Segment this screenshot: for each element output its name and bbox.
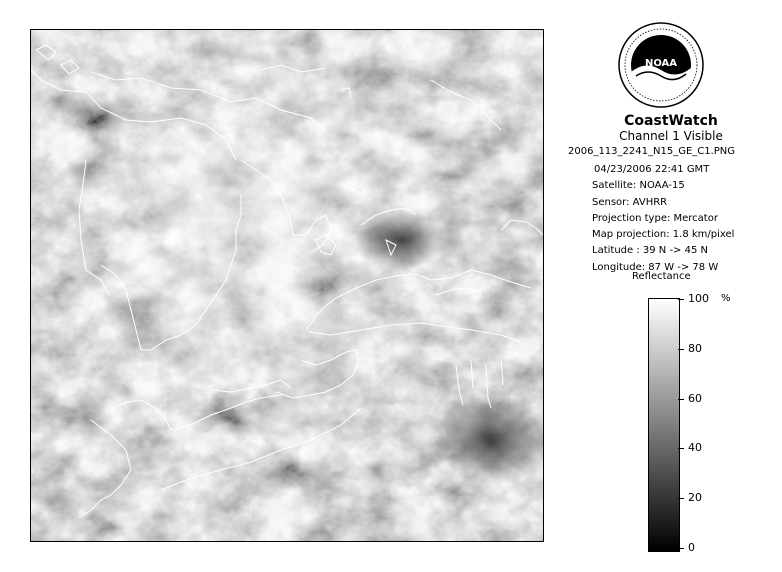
logo-text: NOAA <box>644 58 678 69</box>
projection-type: Projection type: Mercator <box>592 212 718 224</box>
metadata-block <box>592 162 782 276</box>
satellite-image <box>31 30 543 541</box>
colorbar-tick-mark <box>678 399 684 400</box>
colorbar-tick-label: 0 <box>688 541 695 554</box>
channel-subtitle: Channel 1 Visible <box>619 129 723 143</box>
datetime: 04/23/2006 22:41 GMT <box>594 164 710 175</box>
map-projection: Map projection: 1.8 km/pixel <box>592 229 735 241</box>
colorbar-label: Reflectance <box>632 271 691 282</box>
latitude-range: Latitude : 39 N -> 45 N <box>592 245 708 257</box>
colorbar-tick-label: 20 <box>688 491 702 505</box>
colorbar-tick-label: 40 <box>688 441 702 455</box>
colorbar <box>648 298 680 552</box>
colorbar-tick-mark <box>678 548 684 549</box>
colorbar-tick-label: 100 <box>688 292 709 305</box>
colorbar-unit: % <box>721 293 731 304</box>
satellite: Satellite: NOAA-15 <box>592 180 685 192</box>
colorbar-tick-mark <box>678 299 684 300</box>
noaa-logo-icon <box>618 22 704 108</box>
colorbar-tick-mark <box>678 448 684 449</box>
colorbar-tick-mark <box>678 498 684 499</box>
colorbar-tick-label: 60 <box>688 391 702 405</box>
satellite-map <box>30 29 544 542</box>
info-panel <box>560 0 782 572</box>
sensor: Sensor: AVHRR <box>592 196 668 208</box>
longitude-range: Longitude: 87 W -> 78 W <box>592 261 719 273</box>
brand-title: CoastWatch <box>624 113 718 129</box>
file-name: 2006_113_2241_N15_GE_C1.PNG <box>568 146 736 157</box>
colorbar-tick-mark <box>678 349 684 350</box>
colorbar-tick-label: 80 <box>688 341 702 355</box>
